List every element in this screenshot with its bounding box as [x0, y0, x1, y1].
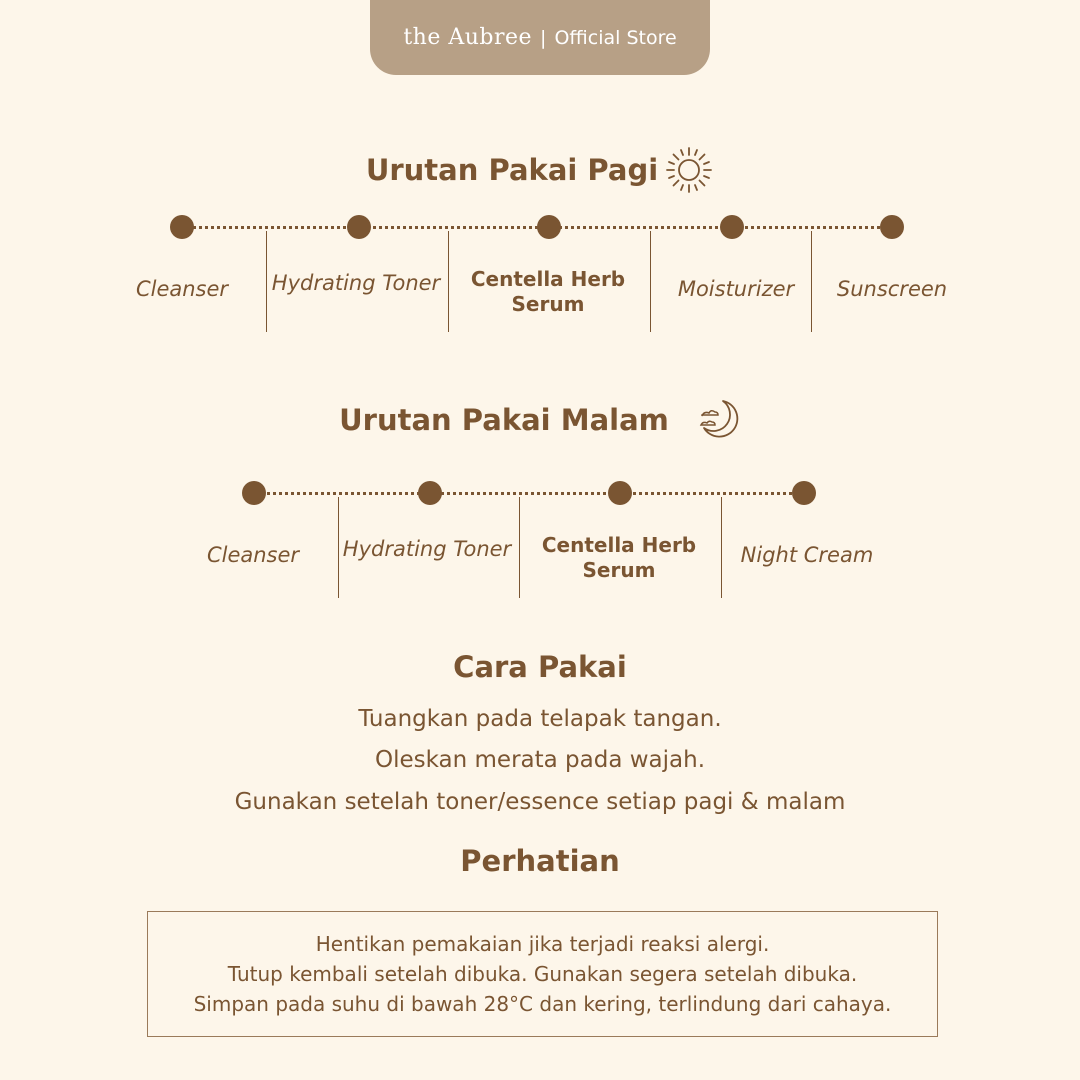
usage-line: Tuangkan pada telapak tangan. [358, 706, 722, 732]
morning-step-dot [720, 215, 744, 239]
morning-step-dot [537, 215, 561, 239]
usage-title: Cara Pakai [453, 650, 627, 684]
step-divider [519, 497, 520, 598]
night-step-cleanser: Cleanser [206, 543, 300, 567]
morning-step-dot [170, 215, 194, 239]
sun-icon [664, 145, 714, 195]
morning-step-dot [347, 215, 371, 239]
warning-title: Perhatian [460, 844, 620, 878]
night-step-toner: Hydrating Toner [342, 537, 512, 561]
morning-step-sunscreen: Sunscreen [836, 277, 948, 301]
banner-separator: | [540, 26, 547, 49]
night-title: Urutan Pakai Malam [339, 403, 669, 437]
morning-title: Urutan Pakai Pagi [365, 153, 659, 187]
store-banner [370, 0, 710, 75]
warning-line: Simpan pada suhu di bawah 28°C dan kering, terlindung dari cahaya. [193, 992, 892, 1016]
store-label: Official Store [554, 26, 677, 49]
usage-line: Oleskan merata pada wajah. [374, 747, 706, 773]
usage-line: Gunakan setelah toner/essence setiap pagi & malam [234, 789, 846, 815]
morning-step-toner: Hydrating Toner [271, 271, 441, 295]
warning-box [147, 911, 938, 1037]
night-section-title [0, 398, 1080, 442]
morning-section-title [0, 145, 1080, 195]
warning-line: Tutup kembali setelah dibuka. Gunakan segera setelah dibuka. [227, 962, 858, 986]
moon-cloud-icon [697, 398, 741, 442]
night-step-night-cream: Night Cream [740, 543, 874, 567]
morning-step-moisturizer: Moisturizer [677, 277, 795, 301]
brand-name: the Aubree [403, 25, 533, 50]
morning-step-cleanser: Cleanser [135, 277, 229, 301]
night-step-serum: Centella Herb Serum [541, 533, 697, 582]
step-divider [448, 231, 449, 332]
night-step-dot [418, 481, 442, 505]
warning-line: Hentikan pemakaian jika terjadi reaksi alergi. [315, 932, 770, 956]
morning-step-serum: Centella Herb Serum [470, 267, 626, 316]
night-step-dot [242, 481, 266, 505]
night-dotted-line [254, 492, 804, 495]
night-step-dot [608, 481, 632, 505]
step-divider [338, 497, 339, 598]
night-step-dot [792, 481, 816, 505]
morning-step-dot [880, 215, 904, 239]
